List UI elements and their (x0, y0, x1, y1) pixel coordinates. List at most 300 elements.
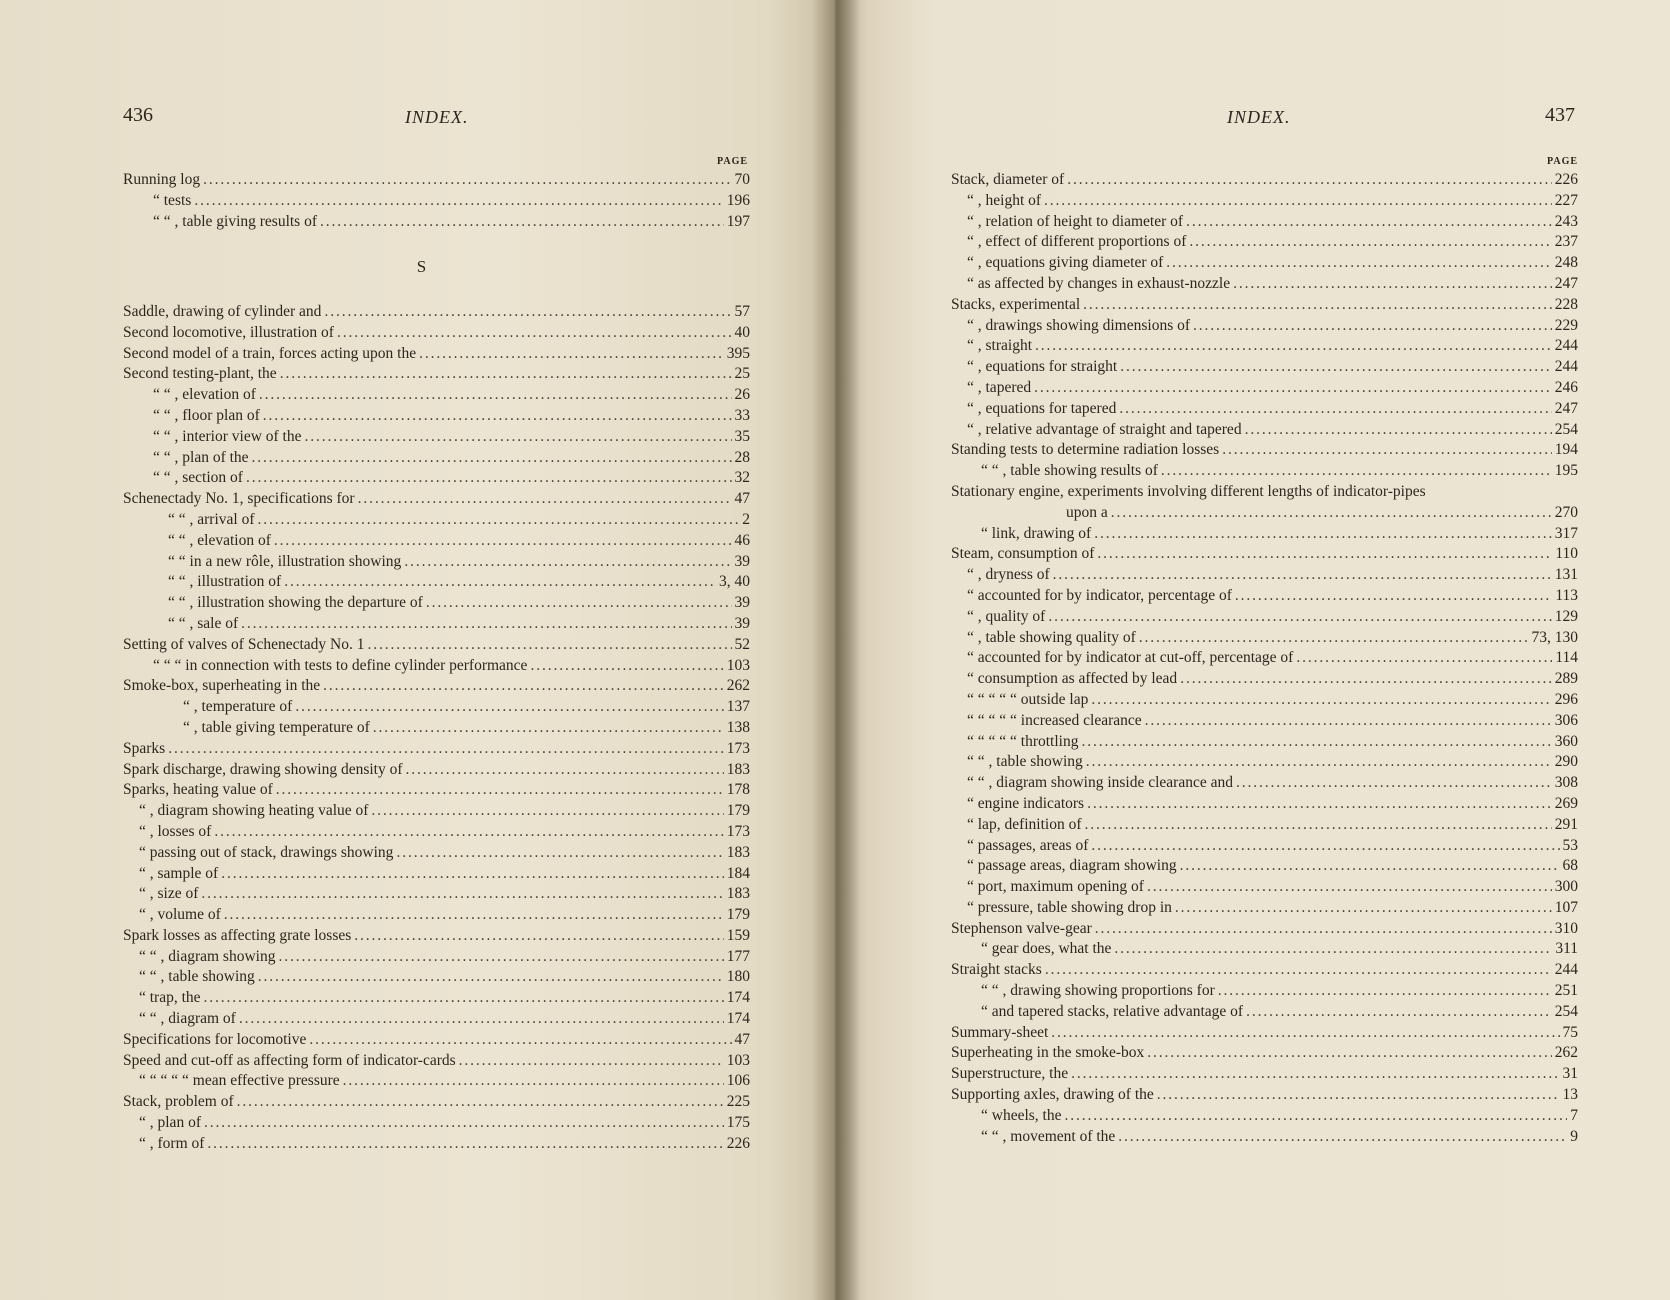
dot-leader (237, 1092, 724, 1113)
entry-page-number: 300 (1554, 878, 1578, 896)
entry-text: “ “ “ “ “ outside lap (967, 690, 1089, 708)
entry-text: “ “ , diagram showing inside clearance and (967, 774, 1233, 792)
entry-page-number: 40 (734, 323, 750, 341)
entry-text: “ tests (153, 191, 192, 209)
dot-leader (1044, 191, 1552, 212)
dot-leader (1245, 420, 1552, 441)
dot-leader (274, 531, 732, 552)
index-entry (123, 697, 750, 718)
left-running-head: INDEX. (405, 107, 469, 127)
dot-leader (373, 718, 724, 739)
index-entry (123, 468, 750, 489)
entry-text: “ “ , diagram of (139, 1010, 236, 1028)
entry-page-number: 39 (734, 552, 750, 570)
entry-text: “ , equations for straight (967, 358, 1118, 376)
entry-page-number: 179 (726, 906, 750, 924)
dot-leader (459, 1051, 724, 1072)
entry-text: Stacks, experimental (951, 295, 1081, 313)
dot-leader (204, 1113, 724, 1134)
dot-leader (1119, 399, 1551, 420)
entry-text: “ passage areas, diagram showing (967, 857, 1177, 875)
index-entry (123, 1009, 750, 1030)
dot-leader (259, 385, 732, 406)
entry-text: “ pressure, table showing drop in (967, 898, 1172, 916)
index-entry (123, 344, 750, 365)
entry-page-number: 106 (726, 1072, 750, 1090)
index-entry (123, 614, 750, 635)
entry-text: Smoke-box, superheating in the (123, 677, 321, 695)
entry-page-number: 184 (726, 864, 750, 882)
entry-page-number: 32 (734, 469, 750, 487)
left-page-number: 436 (123, 104, 153, 126)
index-entry (123, 489, 750, 510)
dot-leader (1118, 1127, 1567, 1148)
entry-page-number: 237 (1554, 233, 1578, 251)
index-entry (123, 843, 750, 864)
entry-page-number: 183 (726, 760, 750, 778)
entry-text: “ as affected by changes in exhaust-nozzle (967, 274, 1231, 292)
entry-text: “ , equations for tapered (967, 399, 1117, 417)
dot-leader (1071, 1064, 1559, 1085)
section-letter: S (416, 257, 427, 277)
entry-page-number: 254 (1554, 420, 1578, 438)
index-entry (951, 1023, 1578, 1044)
entry-page-number: 47 (734, 490, 750, 508)
entry-page-number: 244 (1554, 961, 1578, 979)
spacer (123, 232, 750, 253)
index-entry (951, 586, 1578, 607)
dot-leader (246, 468, 732, 489)
dot-leader (1051, 1023, 1559, 1044)
entry-text: “ , size of (139, 885, 199, 903)
index-entry (123, 531, 750, 552)
entry-text: “ , drawings showing dimensions of (967, 316, 1191, 334)
index-entry (951, 1085, 1578, 1106)
dot-leader (396, 843, 723, 864)
dot-leader (1161, 461, 1552, 482)
index-entry (951, 503, 1578, 524)
entry-text: “ “ “ “ “ mean effective pressure (139, 1072, 340, 1090)
spacer (123, 281, 750, 302)
index-entry (951, 898, 1578, 919)
index-entry (123, 760, 750, 781)
dot-leader (203, 170, 731, 191)
dot-leader (204, 988, 724, 1009)
entry-text: “ , plan of (139, 1114, 201, 1132)
dot-leader (1236, 773, 1552, 794)
entry-page-number: 308 (1554, 774, 1578, 792)
dot-leader (404, 552, 731, 573)
dot-leader (284, 572, 716, 593)
entry-page-number: 177 (726, 947, 750, 965)
entry-text: Second testing-plant, the (123, 365, 277, 383)
dot-leader (1094, 524, 1552, 545)
dot-leader (1145, 711, 1552, 732)
entry-page-number: 138 (726, 718, 750, 736)
entry-text: “ port, maximum opening of (967, 878, 1144, 896)
entry-text: “ lap, definition of (967, 815, 1082, 833)
entry-text: “ “ , floor plan of (153, 406, 260, 424)
dot-leader (295, 697, 723, 718)
index-entry (123, 364, 750, 385)
entry-text: “ , straight (967, 337, 1032, 355)
dot-leader (207, 1134, 723, 1155)
dot-leader (1091, 836, 1559, 857)
entry-page-number: 311 (1555, 940, 1578, 958)
dot-leader (1045, 960, 1552, 981)
entry-page-number: 131 (1554, 566, 1578, 584)
entry-page-number: 174 (726, 989, 750, 1007)
entry-page-number: 75 (1562, 1023, 1578, 1041)
dot-leader (1147, 1043, 1551, 1064)
dot-leader (1147, 877, 1552, 898)
dot-leader (1157, 1085, 1560, 1106)
index-entry (951, 378, 1578, 399)
dot-leader (1095, 919, 1552, 940)
index-entry (951, 939, 1578, 960)
entry-page-number: 289 (1554, 670, 1578, 688)
dot-leader (358, 489, 732, 510)
entry-text: “ , tapered (967, 378, 1032, 396)
entry-text: “ gear does, what the (981, 940, 1112, 958)
entry-page-number: 70 (734, 171, 750, 188)
index-entry (123, 572, 750, 593)
entry-text: Standing tests to determine radiation losses (951, 441, 1220, 459)
entry-page-number: 254 (1554, 1002, 1578, 1020)
index-entry (123, 448, 750, 469)
index-entry (123, 1071, 750, 1092)
dot-leader (1067, 170, 1552, 191)
index-entry (123, 780, 750, 801)
entry-text: “ , effect of different proportions of (967, 233, 1187, 251)
dot-leader (221, 864, 724, 885)
dot-leader (354, 926, 723, 947)
entry-text: “ , losses of (139, 822, 212, 840)
index-entry (123, 1051, 750, 1072)
entry-page-number: 28 (734, 448, 750, 466)
dot-leader (1091, 690, 1551, 711)
index-entry (123, 510, 750, 531)
entry-text: “ , relative advantage of straight and tapered (967, 420, 1242, 438)
entry-text: Stack, diameter of (951, 171, 1065, 188)
entry-page-number: 195 (1554, 462, 1578, 480)
entry-text: “ “ , illustration of (168, 573, 282, 591)
entry-text: Spark discharge, drawing showing density of (123, 760, 403, 778)
entry-text: “ “ , illustration showing the departure of (168, 594, 423, 612)
dot-leader (1139, 628, 1529, 649)
dot-leader (1218, 981, 1552, 1002)
entry-page-number: 173 (726, 739, 750, 757)
dot-leader (1235, 586, 1552, 607)
entry-text: “ “ , table showing results of (981, 462, 1158, 480)
entry-page-number: 31 (1562, 1065, 1578, 1083)
index-entry (951, 815, 1578, 836)
dot-leader (214, 822, 723, 843)
entry-page-number: 47 (734, 1030, 750, 1048)
index-entry (951, 669, 1578, 690)
book-gutter (812, 0, 860, 1300)
dot-leader (263, 406, 732, 427)
entry-page-number: 179 (726, 802, 750, 820)
index-entry (951, 877, 1578, 898)
entry-text: “ “ “ “ “ increased clearance (967, 711, 1142, 729)
dot-leader (367, 635, 731, 656)
index-entry (951, 357, 1578, 378)
dot-leader (1114, 939, 1552, 960)
entry-text: Spark losses as affecting grate losses (123, 926, 352, 944)
index-entry (123, 406, 750, 427)
entry-page-number: 174 (726, 1010, 750, 1028)
entry-text: Schenectady No. 1, specifications for (123, 490, 355, 508)
dot-leader (1085, 815, 1552, 836)
dot-leader (1048, 607, 1551, 628)
entry-text: “ , form of (139, 1134, 205, 1152)
dot-leader (194, 191, 723, 212)
index-entry (951, 544, 1578, 565)
entry-text: Running log (123, 171, 201, 188)
entry-page-number: 175 (726, 1114, 750, 1132)
dot-leader (1086, 752, 1552, 773)
index-entry (951, 648, 1578, 669)
index-entry (951, 752, 1578, 773)
entry-text: “ , relation of height to diameter of (967, 212, 1184, 230)
dot-leader (1097, 544, 1552, 565)
entry-page-number: 137 (726, 698, 750, 716)
index-entry (123, 905, 750, 926)
right-index-entries (951, 170, 1578, 1147)
right-page (835, 0, 1670, 1300)
index-entry (951, 1064, 1578, 1085)
entry-page-number: 52 (734, 635, 750, 653)
index-entry (951, 836, 1578, 857)
dot-leader (241, 614, 731, 635)
index-entry (951, 295, 1578, 316)
entry-page-number: 270 (1554, 503, 1578, 521)
entry-text: “ “ , movement of the (981, 1127, 1116, 1145)
right-page-column-label: PAGE (1547, 156, 1579, 167)
index-entry (951, 1127, 1578, 1148)
entry-text: upon a (1066, 503, 1108, 521)
entry-text: Sparks, heating value of (123, 781, 273, 799)
entry-page-number: 248 (1554, 254, 1578, 272)
dot-leader (1034, 378, 1552, 399)
entry-text: “ “ , table showing (139, 968, 255, 986)
index-entry (951, 170, 1578, 191)
entry-text: Straight stacks (951, 961, 1042, 979)
entry-text: “ “ “ “ “ throttling (967, 732, 1079, 750)
entry-page-number: 178 (726, 781, 750, 799)
entry-text: “ , dryness of (967, 566, 1050, 584)
entry-page-number: 25 (734, 365, 750, 383)
entry-page-number: 3, 40 (719, 573, 750, 591)
dot-leader (1111, 503, 1552, 524)
entry-text: “ passing out of stack, drawings showing (139, 843, 394, 861)
entry-text: “ engine indicators (967, 794, 1085, 812)
entry-page-number: 173 (726, 822, 750, 840)
index-entry (951, 607, 1578, 628)
dot-leader (258, 967, 724, 988)
index-entry (123, 593, 750, 614)
entry-text: Steam, consumption of (951, 545, 1095, 563)
dot-leader (309, 1030, 731, 1051)
dot-leader (337, 323, 732, 344)
entry-page-number: 228 (1554, 295, 1578, 313)
entry-page-number: 244 (1554, 358, 1578, 376)
entry-page-number: 183 (726, 885, 750, 903)
entry-page-number: 110 (1555, 545, 1578, 563)
dot-leader (1180, 856, 1560, 877)
index-entry (123, 718, 750, 739)
index-entry (951, 960, 1578, 981)
entry-page-number: 251 (1554, 982, 1578, 1000)
dot-leader (1193, 316, 1552, 337)
entry-text: Speed and cut-off as affecting form of indicator-cards (123, 1051, 456, 1069)
entry-text: “ , quality of (967, 607, 1046, 625)
entry-page-number: 226 (726, 1134, 750, 1152)
entry-text: “ , diagram showing heating value of (139, 802, 369, 820)
entry-page-number: 129 (1554, 607, 1578, 625)
index-entry (123, 822, 750, 843)
entry-page-number: 229 (1554, 316, 1578, 334)
entry-text: Superstructure, the (951, 1065, 1069, 1083)
entry-page-number: 13 (1562, 1086, 1578, 1104)
dot-leader (1186, 212, 1552, 233)
index-entry (951, 1002, 1578, 1023)
entry-text: Superheating in the smoke-box (951, 1044, 1145, 1062)
index-entry (123, 323, 750, 344)
index-entry (123, 212, 750, 233)
left-page-column-label: PAGE (717, 156, 749, 167)
index-entry (951, 482, 1578, 503)
entry-page-number: 227 (1554, 191, 1578, 209)
index-entry (951, 461, 1578, 482)
entry-text: “ consumption as affected by lead (967, 670, 1178, 688)
entry-page-number: 107 (1554, 898, 1578, 916)
entry-page-number: 33 (734, 406, 750, 424)
entry-text: “ accounted for by indicator at cut-off, percentage of (967, 649, 1294, 667)
entry-page-number: 73, 130 (1531, 628, 1578, 646)
index-entry (123, 656, 750, 677)
entry-page-number: 7 (1570, 1106, 1578, 1124)
entry-text: “ , volume of (139, 906, 221, 924)
entry-text: “ , height of (967, 191, 1042, 209)
entry-page-number: 35 (734, 427, 750, 445)
dot-leader (1166, 253, 1551, 274)
entry-text: “ , temperature of (183, 698, 293, 716)
index-entry (951, 794, 1578, 815)
index-entry (951, 856, 1578, 877)
entry-text: Stationary engine, experiments involving different lengths of indicator-pipes (951, 482, 1426, 500)
entry-page-number: 26 (734, 386, 750, 404)
entry-text: Second model of a train, forces acting upon the (123, 344, 417, 362)
index-entry (123, 170, 750, 191)
entry-page-number: 226 (1554, 171, 1578, 188)
dot-leader (278, 947, 723, 968)
entry-page-number: 360 (1554, 732, 1578, 750)
entry-text: Specifications for locomotive (123, 1030, 307, 1048)
entry-page-number: 68 (1562, 857, 1578, 875)
dot-leader (1233, 274, 1552, 295)
entry-page-number: 317 (1554, 524, 1578, 542)
entry-page-number: 269 (1554, 794, 1578, 812)
entry-text: Sparks (123, 739, 166, 757)
dot-leader (1083, 295, 1552, 316)
entry-page-number: 159 (726, 926, 750, 944)
index-entry (951, 399, 1578, 420)
dot-leader (1087, 794, 1552, 815)
dot-leader (1189, 232, 1551, 253)
entry-text: Supporting axles, drawing of the (951, 1086, 1154, 1104)
index-entry (123, 635, 750, 656)
entry-page-number: 194 (1554, 441, 1578, 459)
entry-page-number: 114 (1555, 649, 1578, 667)
dot-leader (1180, 669, 1552, 690)
entry-text: “ “ , diagram showing (139, 947, 276, 965)
entry-page-number: 395 (726, 344, 750, 362)
dot-leader (1175, 898, 1552, 919)
index-entry (951, 981, 1578, 1002)
entry-text: “ “ , plan of the (153, 448, 249, 466)
entry-page-number: 296 (1554, 690, 1578, 708)
index-entry (951, 732, 1578, 753)
index-entry (123, 947, 750, 968)
entry-text: Stephenson valve-gear (951, 919, 1092, 937)
dot-leader (1120, 357, 1552, 378)
entry-text: Stack, problem of (123, 1093, 234, 1111)
entry-page-number: 262 (726, 677, 750, 695)
entry-page-number: 9 (1570, 1127, 1578, 1145)
left-index-entries (123, 170, 750, 1155)
entry-text: “ , table showing quality of (967, 628, 1136, 646)
entry-text: “ “ , table showing (967, 753, 1083, 771)
index-entry (951, 274, 1578, 295)
dot-leader (201, 884, 723, 905)
entry-page-number: 247 (1554, 274, 1578, 292)
entry-text: Second locomotive, illustration of (123, 323, 334, 341)
entry-page-number: 113 (1555, 586, 1578, 604)
entry-page-number: 183 (726, 843, 750, 861)
entry-page-number: 103 (726, 1051, 750, 1069)
index-entry (123, 1092, 750, 1113)
index-entry (123, 967, 750, 988)
index-entry (951, 1043, 1578, 1064)
index-entry (123, 884, 750, 905)
entry-text: “ passages, areas of (967, 836, 1089, 854)
dot-leader (419, 344, 724, 365)
index-entry (951, 919, 1578, 940)
entry-page-number: 225 (726, 1093, 750, 1111)
dot-leader (1035, 336, 1552, 357)
entry-page-number: 246 (1554, 378, 1578, 396)
dot-leader (239, 1009, 724, 1030)
entry-page-number: 39 (734, 594, 750, 612)
index-entry (123, 864, 750, 885)
index-entry (951, 690, 1578, 711)
entry-page-number: 197 (726, 212, 750, 230)
entry-page-number: 2 (742, 510, 750, 528)
dot-leader (1296, 648, 1552, 669)
dot-leader (1081, 732, 1551, 753)
dot-leader (252, 448, 732, 469)
entry-text: “ “ , drawing showing proportions for (981, 982, 1215, 1000)
entry-text: “ “ , elevation of (168, 531, 271, 549)
index-entry (123, 926, 750, 947)
entry-text: “ “ , table giving results of (153, 212, 317, 230)
dot-leader (530, 656, 723, 677)
index-entry (951, 212, 1578, 233)
index-entry (951, 316, 1578, 337)
index-entry (123, 302, 750, 323)
